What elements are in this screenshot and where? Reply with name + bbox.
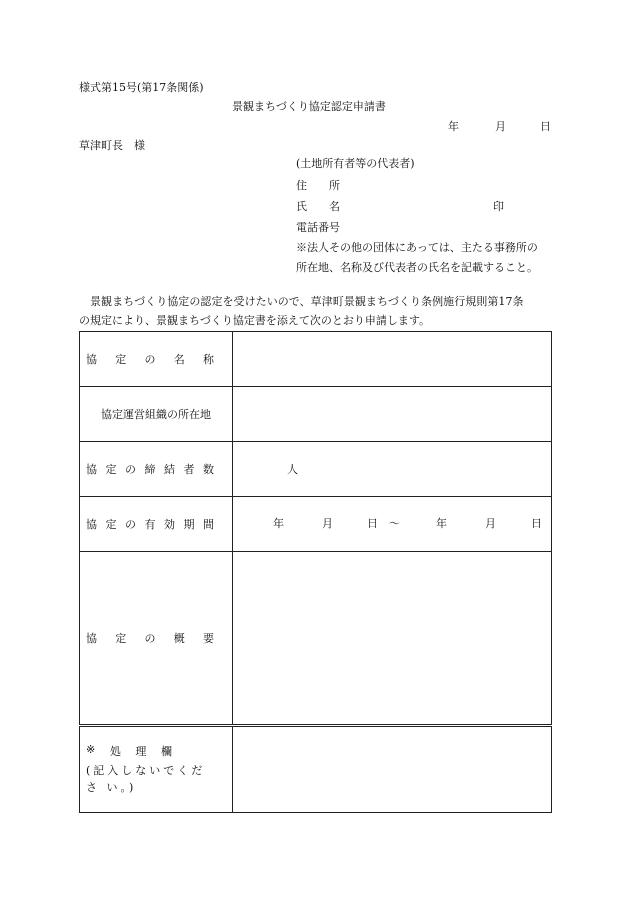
- period-year2: 年: [436, 517, 447, 530]
- org-location-label: 協定運営組織の所在地: [101, 408, 211, 421]
- name-label: 氏 名: [296, 200, 340, 213]
- parties-input[interactable]: [233, 442, 552, 497]
- processing-label-cell: [80, 726, 233, 813]
- summary-input[interactable]: [233, 552, 552, 726]
- period-year1: 年: [273, 517, 284, 530]
- phone-label: 電話番号: [296, 221, 340, 234]
- parties-label-cell: [80, 442, 233, 497]
- date-day-label: 日: [540, 120, 551, 133]
- addressee: 草津町長 様: [79, 139, 145, 152]
- table-row: [80, 332, 552, 387]
- date-month-label: 月: [495, 120, 506, 133]
- period-day1: 日: [367, 517, 378, 530]
- parties-label: 協 定 の 締 結 者 数: [86, 463, 214, 476]
- processing-note: (記入しないでくださ い。): [86, 764, 206, 794]
- org-location-input[interactable]: [233, 387, 552, 442]
- body-text-line1: 景観まちづくり協定の認定を受けたいので、草津町景観まちづくり条例施行規則第17条: [90, 295, 524, 308]
- period-month1: 月: [322, 517, 333, 530]
- period-row: [233, 517, 551, 531]
- period-day2: 日: [531, 517, 542, 530]
- period-month2: 月: [485, 517, 496, 530]
- form-number: 様式第15号(第17条関係): [79, 81, 204, 94]
- seal-mark: 印: [493, 200, 504, 213]
- applicant-heading: (土地所有者等の代表者): [296, 157, 415, 170]
- corporate-note-line2: 所在地、名称及び代表者の氏名を記載すること。: [296, 261, 538, 274]
- document-title: 景観まちづくり協定認定申請書: [232, 100, 386, 113]
- table-row: [80, 442, 552, 497]
- agreement-name-label-cell: [80, 332, 233, 387]
- parties-unit: 人: [287, 463, 298, 476]
- period-label-cell: [80, 497, 233, 552]
- agreement-name-input[interactable]: [233, 332, 552, 387]
- table-row: [80, 497, 552, 552]
- application-table: [79, 331, 552, 813]
- period-input[interactable]: [233, 497, 552, 552]
- address-label: 住 所: [296, 179, 340, 192]
- table-row: [80, 387, 552, 442]
- processing-field: [233, 726, 552, 813]
- summary-label: 協 定 の 概 要: [86, 632, 214, 645]
- summary-label-cell: [80, 552, 233, 726]
- agreement-name-label: 協 定 の 名 称: [86, 353, 214, 366]
- table-row: [80, 726, 552, 813]
- org-location-label-cell: [80, 387, 233, 442]
- body-text-line2: の規定により、景観まちづくり協定書を添えて次のとおり申請します。: [79, 314, 431, 327]
- date-year-label: 年: [448, 120, 459, 133]
- corporate-note-line1: ※法人その他の団体にあっては、主たる事務所の: [296, 241, 538, 254]
- period-tilde: ～: [389, 517, 400, 530]
- period-label: 協 定 の 有 効 期 間: [86, 518, 214, 531]
- processing-label: ※ 処 理 欄: [86, 743, 172, 758]
- table-row: [80, 552, 552, 726]
